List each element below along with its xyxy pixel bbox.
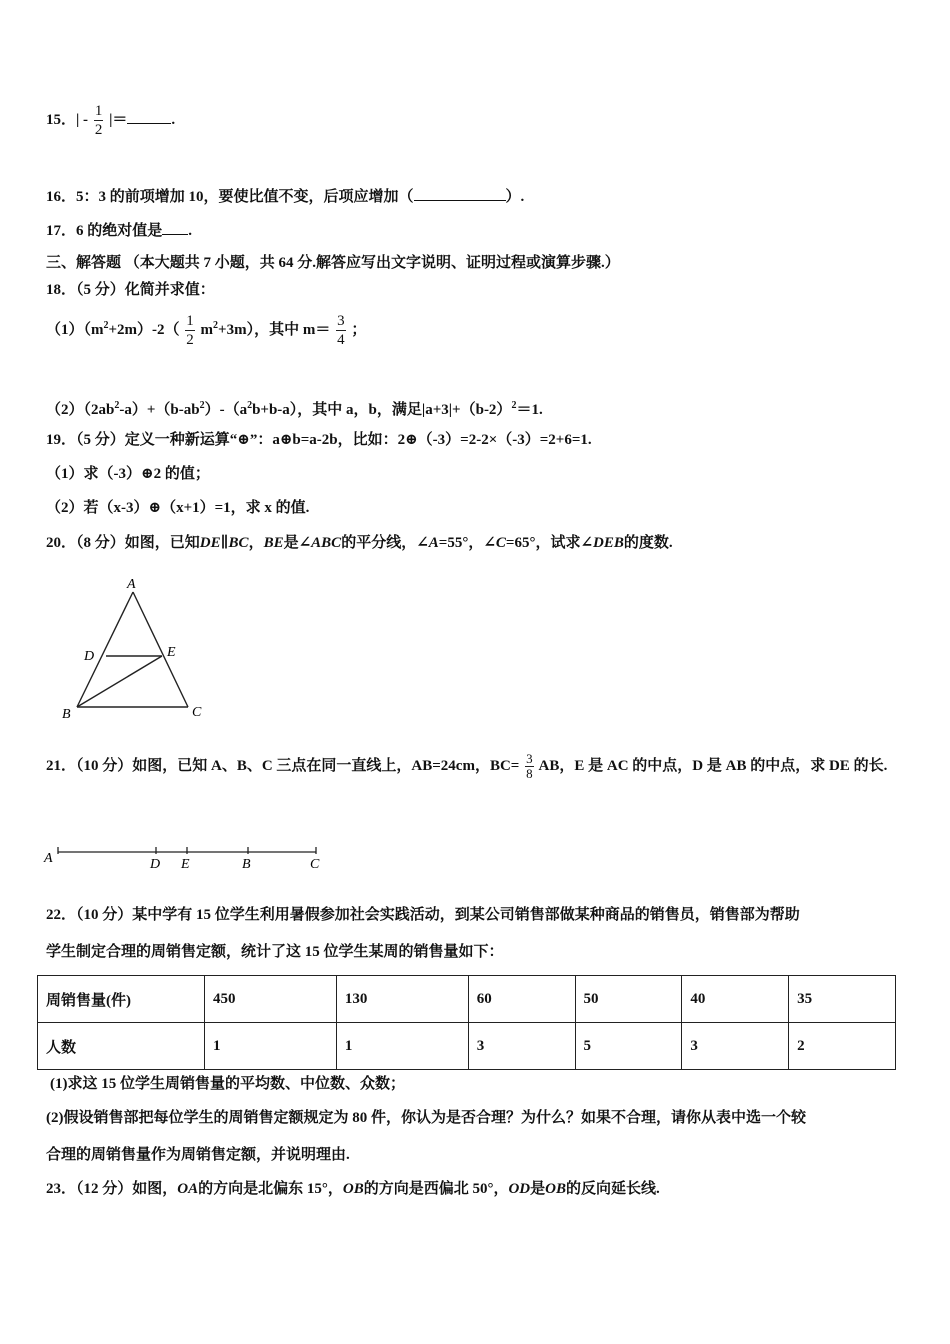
q20-f: ABC bbox=[311, 535, 342, 551]
table-cell: 130 bbox=[336, 976, 468, 1023]
fraction-numerator: 1 bbox=[186, 313, 194, 329]
q18-p2-d: b+b-a），其中 a，b，满足|a+3|+（b-2） bbox=[252, 402, 512, 418]
question-18-part-2 bbox=[46, 396, 543, 420]
table-cell: 35 bbox=[789, 976, 896, 1023]
superscript: 2 bbox=[511, 400, 517, 411]
q20-d: BE bbox=[263, 535, 284, 551]
table-cell: 人数 bbox=[38, 1023, 205, 1070]
table-cell: 5 bbox=[575, 1023, 682, 1070]
answer-blank[interactable] bbox=[162, 220, 188, 235]
superscript: 2 bbox=[247, 400, 253, 411]
q22-line2: 学生制定合理的周销售定额，统计了这 15 位学生某周的销售量如下： bbox=[46, 944, 504, 960]
q23-g: 是 bbox=[530, 1181, 546, 1197]
q18-p2-b: -a）+（b-ab bbox=[119, 402, 200, 418]
q20-m: 的度数. bbox=[623, 535, 673, 551]
answer-blank[interactable] bbox=[414, 186, 506, 201]
question-23 bbox=[46, 1179, 660, 1199]
q18-p1-e: ； bbox=[351, 321, 367, 338]
q18-text: 18．（5 分）化简并求值： bbox=[46, 282, 215, 298]
table-cell: 50 bbox=[575, 976, 682, 1023]
question-21 bbox=[46, 752, 887, 781]
table-cell: 3 bbox=[682, 1023, 789, 1070]
q17-end: . bbox=[188, 223, 193, 239]
table-cell: 40 bbox=[682, 976, 789, 1023]
superscript: 2 bbox=[103, 319, 109, 331]
q23-f: OD bbox=[508, 1181, 531, 1197]
line-segment-figure bbox=[40, 840, 330, 872]
segment-AC bbox=[133, 592, 188, 707]
triangle-figure bbox=[50, 570, 220, 725]
q17-text: 17．6 的绝对值是 bbox=[46, 223, 163, 239]
q23-h: OB bbox=[545, 1181, 566, 1197]
question-22-part-2-line-1 bbox=[46, 1108, 806, 1128]
question-15 bbox=[46, 102, 175, 139]
fraction-numerator: 3 bbox=[337, 313, 345, 329]
superscript: 2 bbox=[114, 400, 120, 411]
q20-g: 的平分线，∠ bbox=[341, 535, 429, 551]
question-19-part-1 bbox=[46, 464, 210, 484]
table-row bbox=[38, 976, 896, 1023]
q21-b: AB，E 是 AC 的中点，D 是 AB 的中点，求 DE 的长. bbox=[538, 757, 888, 774]
q21-a: 21．（10 分）如图，已知 A、B、C 三点在同一直线上，AB=24cm，BC= bbox=[46, 757, 520, 774]
label-A: A bbox=[44, 851, 53, 866]
q23-a: 23．（12 分）如图， bbox=[46, 1181, 178, 1197]
fraction-denominator: 4 bbox=[337, 332, 345, 348]
q22-p1: (1)求这 15 位学生周销售量的平均数、中位数、众数； bbox=[50, 1076, 405, 1092]
q22-line1: 22．（10 分）某中学有 15 位学生利用暑假参加社会实践活动，到某公司销售部做某种商品的销售员，销售部为帮助 bbox=[46, 907, 800, 923]
q22-p2b: 合理的周销售量作为周销售定额，并说明理由. bbox=[46, 1147, 350, 1163]
section-header bbox=[46, 253, 620, 273]
table-cell: 1 bbox=[336, 1023, 468, 1070]
q18-p1-a: （1）（m bbox=[46, 321, 104, 338]
question-22-line-1 bbox=[46, 905, 800, 925]
q19-p1: （1）求（-3）⊕2 的值； bbox=[46, 466, 210, 482]
label-E: E bbox=[167, 645, 176, 660]
fraction-denominator: 2 bbox=[186, 332, 194, 348]
q23-d: OB bbox=[342, 1181, 364, 1197]
table-cell: 3 bbox=[468, 1023, 575, 1070]
q15-denominator: 2 bbox=[94, 122, 103, 138]
q18-p2-e: ＝1. bbox=[516, 402, 543, 418]
q15-prefix: 15．| - bbox=[46, 111, 89, 128]
label-D: D bbox=[150, 857, 161, 872]
table-cell: 60 bbox=[468, 976, 575, 1023]
superscript: 2 bbox=[213, 319, 219, 331]
question-22-part-2-line-2 bbox=[46, 1145, 350, 1165]
q23-b: OA bbox=[177, 1181, 199, 1197]
superscript: 2 bbox=[199, 400, 205, 411]
q19-p2: （2）若（x-3）⊕（x+1）=1，求 x 的值. bbox=[46, 500, 310, 516]
table-cell: 450 bbox=[205, 976, 337, 1023]
question-19 bbox=[46, 430, 592, 450]
q15-numerator: 1 bbox=[94, 103, 103, 119]
q15-end: . bbox=[171, 111, 176, 128]
question-19-part-2 bbox=[46, 498, 309, 518]
fraction-denominator: 8 bbox=[526, 766, 533, 781]
fraction-numerator: 3 bbox=[526, 751, 533, 766]
q18-p1-d: +3m），其中 m＝ bbox=[218, 321, 331, 338]
label-B: B bbox=[242, 857, 251, 872]
q19-text: 19．（5 分）定义一种新运算“⊕”：a⊕b=a-2b，比如：2⊕（-3）=2-2×（-3）=2+6=1. bbox=[46, 432, 592, 448]
label-A: A bbox=[127, 577, 136, 592]
answer-blank[interactable] bbox=[127, 109, 171, 124]
q20-i: =55°，∠ bbox=[438, 535, 496, 551]
q20-e: 是∠ bbox=[283, 535, 312, 551]
sales-table bbox=[37, 975, 896, 1070]
q15-suffix: |＝ bbox=[109, 111, 128, 128]
q20-c: ， bbox=[248, 535, 264, 551]
q18-fraction-three-quarters bbox=[336, 312, 346, 349]
q23-e: 的方向是西偏北 50°， bbox=[363, 1181, 509, 1197]
question-20 bbox=[46, 533, 673, 553]
q18-p1-c: m bbox=[200, 321, 214, 338]
q16-text: 16．5：3 的前项增加 10，要使比值不变，后项应增加（ bbox=[46, 189, 414, 205]
q20-h: A bbox=[428, 535, 439, 551]
q16-end: ）. bbox=[505, 189, 525, 205]
table-cell: 1 bbox=[205, 1023, 337, 1070]
q20-k: =65°，试求∠ bbox=[505, 535, 594, 551]
table-cell: 周销售量(件) bbox=[38, 976, 205, 1023]
q15-fraction bbox=[94, 102, 104, 139]
question-16 bbox=[46, 186, 524, 207]
q21-fraction bbox=[525, 752, 534, 781]
q20-j: C bbox=[495, 535, 506, 551]
table-cell: 2 bbox=[789, 1023, 896, 1070]
question-22-line-2 bbox=[46, 942, 504, 962]
label-B: B bbox=[62, 707, 71, 722]
q18-fraction-half bbox=[185, 312, 195, 349]
q23-c: 的方向是北偏东 15°， bbox=[198, 1181, 343, 1197]
table-row bbox=[38, 1023, 896, 1070]
label-C: C bbox=[310, 857, 320, 872]
q20-b: DE∥BC bbox=[199, 535, 249, 551]
q18-p2-c: ）-（a bbox=[204, 402, 248, 418]
question-18 bbox=[46, 280, 215, 300]
q20-a: 20．（8 分）如图，已知 bbox=[46, 535, 200, 551]
label-C: C bbox=[192, 705, 202, 720]
q18-p2-a: （2）（2ab bbox=[46, 402, 115, 418]
label-E: E bbox=[181, 857, 190, 872]
question-17 bbox=[46, 220, 192, 241]
label-D: D bbox=[84, 649, 95, 664]
q18-p1-b: +2m）-2（ bbox=[108, 321, 180, 338]
q22-p2a: (2)假设销售部把每位学生的周销售定额规定为 80 件，你认为是否合理？为什么？如果不合理，请你从表中选一个较 bbox=[46, 1110, 806, 1126]
q20-l: DEB bbox=[593, 535, 624, 551]
question-18-part-1 bbox=[46, 312, 366, 349]
section-3-title: 三、解答题 （本大题共 7 小题，共 64 分.解答应写出文字说明、证明过程或演算步骤.） bbox=[46, 255, 620, 271]
question-22-part-1 bbox=[50, 1074, 405, 1094]
q23-i: 的反向延长线. bbox=[565, 1181, 660, 1197]
